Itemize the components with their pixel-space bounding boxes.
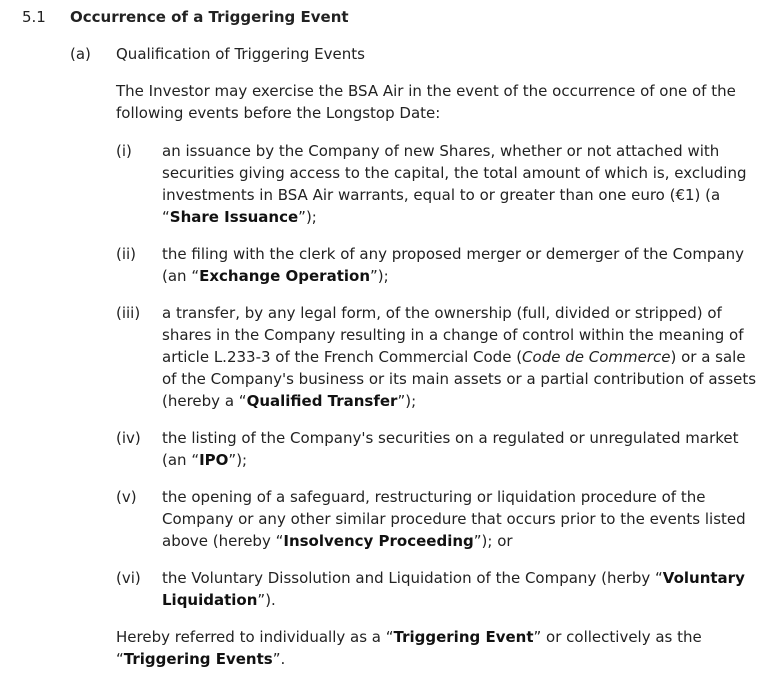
defined-term: Share Issuance — [169, 208, 299, 226]
list-item-number: (ii) — [116, 245, 137, 263]
closing-paragraph: Hereby referred to individually as a “Triggering Event” or collectively as the “Triggering Events”. — [116, 628, 702, 668]
list-item-text: a transfer, by any legal form, of the ownership (full, divided or stripped) of shares in the Company resulting in a change of control within the meaning of article L.233-3 of the French Commercial Code (Code de Commerce) or a sale of the Company's business or its main assets or a partial contribution of assets (hereby a “Qualified Transfer”); — [162, 304, 757, 410]
list-item-text: the listing of the Company's securities on a regulated or unregulated market (an “IPO”); — [162, 429, 739, 469]
list-item-number: (v) — [116, 488, 137, 506]
list-item-number: (iv) — [116, 429, 141, 447]
list-item-text: the opening of a safeguard, restructuring or liquidation procedure of the Company or any other similar procedure that occurs prior to the events listed above (hereby “Insolvency Proceeding”); or — [162, 488, 746, 550]
section-number: 5.1 — [22, 8, 46, 26]
list-item-number: (vi) — [116, 569, 141, 587]
defined-term: Insolvency Proceeding — [283, 532, 474, 550]
subsection-number: (a) — [70, 45, 91, 63]
intro-paragraph: The Investor may exercise the BSA Air in the event of the occurrence of one of the following events before the Longstop Date: — [116, 82, 736, 122]
defined-term: Triggering Events — [123, 650, 273, 668]
list-item-text: the filing with the clerk of any proposed merger or demerger of the Company (an “Exchange Operation”); — [162, 245, 745, 285]
defined-term: IPO — [199, 451, 229, 469]
section-title: Occurrence of a Triggering Event — [70, 8, 349, 26]
defined-term: Exchange Operation — [199, 267, 370, 285]
list-item-number: (i) — [116, 142, 132, 160]
list-item-text: an issuance by the Company of new Shares, whether or not attached with securities giving access to the capital, the total amount of which is, excluding investments in BSA Air warrants, equal to or greater than one euro (€1) (a “Share Issuance”); — [162, 142, 747, 226]
defined-term: Voluntary Liquidation — [162, 569, 745, 609]
defined-term: Triggering Event — [393, 628, 534, 646]
list-item-number: (iii) — [116, 304, 141, 322]
defined-term: Qualified Transfer — [246, 392, 398, 410]
italic-term: Code de Commerce — [522, 348, 671, 366]
list-item-text: the Voluntary Dissolution and Liquidation of the Company (herby “Voluntary Liquidation”). — [162, 569, 745, 609]
subsection-title: Qualification of Triggering Events — [116, 45, 365, 63]
